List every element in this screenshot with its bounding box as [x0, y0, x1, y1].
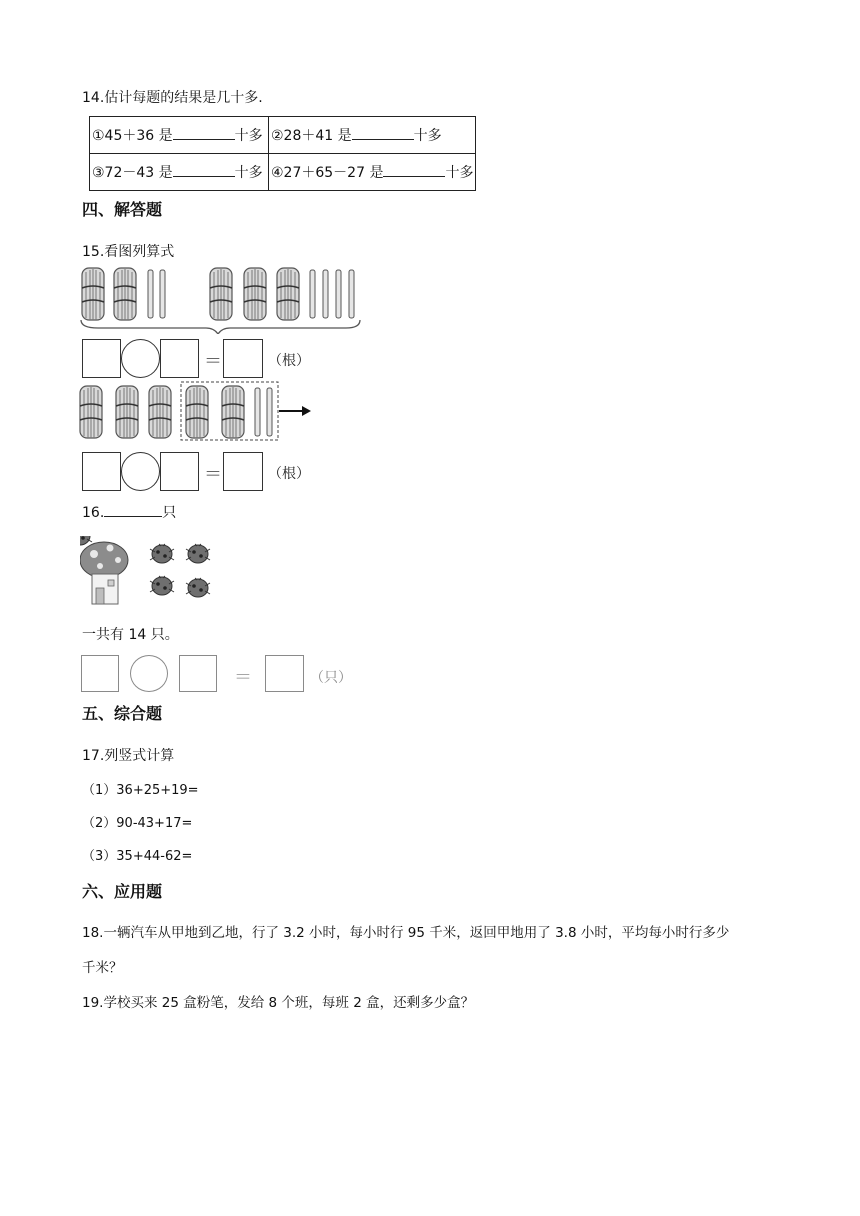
section-6-heading: 六、应用题: [82, 882, 163, 901]
unit-label: （根）: [268, 466, 310, 482]
answer-box[interactable]: [82, 339, 121, 378]
equals-sign: ＝: [204, 464, 222, 485]
operator-circle[interactable]: [121, 452, 160, 491]
stick-icon: [310, 270, 315, 318]
q19-text: 19.学校买来 25 盒粉笔，发给 8 个班，每班 2 盒，还剩多少盒？: [82, 995, 475, 1011]
ladybug-icon: [186, 578, 210, 597]
stick-icon: [323, 270, 328, 318]
brace-icon: [81, 320, 360, 334]
answer-box[interactable]: [82, 452, 121, 491]
stick-icon: [148, 270, 153, 318]
q14-item-4: ④27＋65－27 是 十多: [269, 154, 476, 191]
q14-item-3: ③72－43 是 十多: [90, 154, 269, 191]
unit-label: （只）: [310, 670, 352, 686]
bundle-icon: [80, 386, 102, 438]
answer-box[interactable]: [160, 339, 199, 378]
q15-sticks-picture-1: [78, 264, 368, 334]
answer-box[interactable]: [160, 452, 199, 491]
unit-label: （根）: [268, 353, 310, 369]
q16-total-text: 一共有 14 只。: [82, 627, 179, 643]
q18-line-2: 千米？: [82, 960, 123, 976]
bundle-icon: [186, 386, 208, 438]
section-5-heading: 五、综合题: [82, 704, 163, 723]
answer-box[interactable]: [223, 452, 263, 491]
stick-icon: [336, 270, 341, 318]
q16-picture: [80, 536, 224, 608]
q17-title: 17.列竖式计算: [82, 748, 175, 764]
bundle-icon: [222, 386, 244, 438]
q14-item-2: ②28＋41 是 十多: [269, 117, 476, 154]
bundle-icon: [82, 268, 104, 320]
q14-item-1: ①45＋36 是 十多: [90, 117, 269, 154]
q15-sticks-picture-2: [78, 378, 318, 444]
q14-title: 14.估计每题的结果是几十多.: [82, 90, 263, 106]
q17-item-3: （3）35+44-62=: [82, 849, 193, 864]
ladybug-icon: [186, 544, 210, 563]
stick-icon: [349, 270, 354, 318]
bundle-icon: [149, 386, 171, 438]
answer-box[interactable]: [179, 655, 217, 692]
answer-box[interactable]: [81, 655, 119, 692]
answer-blank[interactable]: [104, 502, 162, 517]
arrow-right-icon: [279, 406, 311, 416]
stick-icon: [255, 388, 260, 436]
q16-title: 16. 只: [82, 502, 176, 523]
answer-blank[interactable]: [173, 125, 235, 140]
q18-line-1: 18.一辆汽车从甲地到乙地，行了 3.2 小时，每小时行 95 千米，返回甲地用了 3.8 小时，平均每小时行多少: [82, 925, 730, 941]
bundle-icon: [114, 268, 136, 320]
q15-title: 15.看图列算式: [82, 244, 175, 260]
equals-sign: ＝: [234, 667, 252, 688]
operator-circle[interactable]: [121, 339, 160, 378]
stick-icon: [267, 388, 272, 436]
q14-estimate-table: [89, 116, 476, 191]
q17-item-1: （1）36+25+19=: [82, 783, 199, 798]
answer-box[interactable]: [265, 655, 304, 692]
mushroom-house-icon: [80, 542, 128, 604]
bundle-icon: [116, 386, 138, 438]
stick-icon: [160, 270, 165, 318]
ladybug-icon: [150, 544, 174, 563]
answer-blank[interactable]: [173, 162, 235, 177]
ladybug-icon: [150, 576, 174, 595]
answer-blank[interactable]: [383, 162, 445, 177]
bundle-icon: [277, 268, 299, 320]
section-4-heading: 四、解答题: [82, 200, 163, 219]
bundle-icon: [210, 268, 232, 320]
q17-item-2: （2）90-43+17=: [82, 816, 193, 831]
bundle-icon: [244, 268, 266, 320]
equals-sign: ＝: [204, 351, 222, 372]
operator-circle[interactable]: [130, 655, 168, 692]
answer-blank[interactable]: [352, 125, 414, 140]
answer-box[interactable]: [223, 339, 263, 378]
